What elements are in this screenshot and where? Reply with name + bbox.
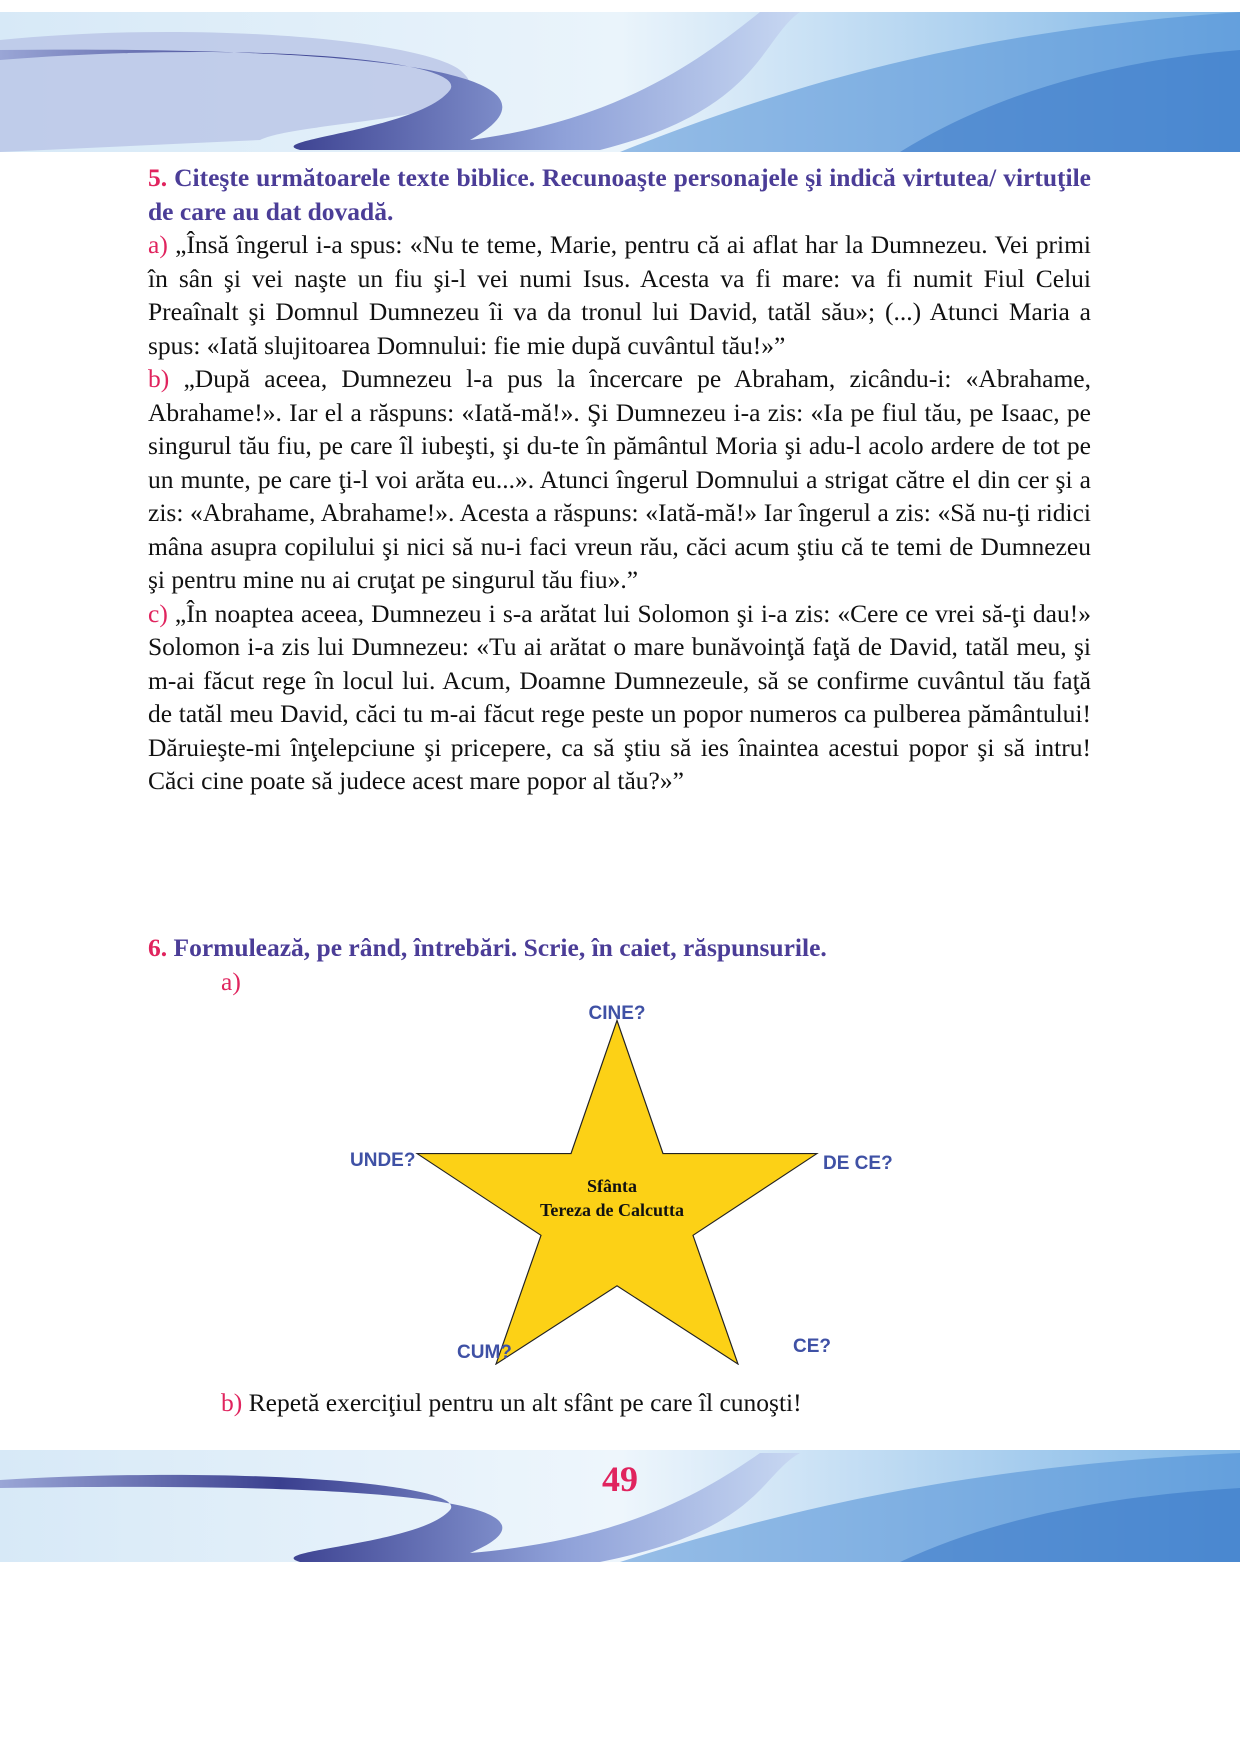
part-b-text: Repetă exerciţiul pentru un alt sfânt pe care îl cunoşti! xyxy=(242,1388,802,1417)
page-number: 49 xyxy=(602,1459,638,1499)
passage-a xyxy=(148,228,1091,362)
star-label-bottom-left: CUM? xyxy=(457,1342,512,1363)
star-label-bottom-right: CE? xyxy=(793,1336,831,1357)
exercise-title-text: Formulează, pe rând, întrebări. Scrie, în caiet, răspunsurile. xyxy=(173,933,827,962)
part-a-label: a) xyxy=(221,966,241,996)
passage-text: „În noaptea aceea, Dumnezeu i s-a arătat lui Solomon şi i-a zis: «Cere ce vrei să-ţi dau!» Solomon i-a zis lui Dumnezeu: «Tu ai arătat o mare bunăvoinţă faţă de David, tatăl meu, şi m-ai făcut rege în locul lui. Acum, Doamne Dumnezeule, să se confirme cuvântul tău faţă de tatăl meu David, căci tu m-ai făcut rege peste un popor numeros ca pulberea pământului! Dăruieşte-mi înţelepciune şi pricepere, ca să ştiu să ies înaintea acestui popor şi să intru! Căci cine poate să judece acest mare popor al tău?»” xyxy=(148,598,1091,795)
star-label-left: UNDE? xyxy=(350,1150,416,1171)
passage-label: c) xyxy=(148,598,168,628)
exercise-6 xyxy=(148,931,1091,998)
exercise-5 xyxy=(148,161,1091,798)
passage-label: b) xyxy=(148,364,170,393)
exercise-5-title xyxy=(148,161,1091,228)
star-label-right: DE CE? xyxy=(823,1153,893,1174)
passage-text: „După aceea, Dumnezeu l-a pus la încercare pe Abraham, zicându-i: «Abrahame, Abrahame!». Iar el a răspuns: «Iată-mă!». Şi Dumnezeu i-a zis: «Ia pe fiul tău, pe Isaac, pe singurul tău fiu, pe care îl iubeşti, şi du-te în pământul Moria şi adu-l acolo ardere de tot pe un munte, pe care ţi-l voi arăta eu...». Atunci îngerul Domnului a strigat către el din cer şi a zis: «Abrahame, Abrahame!». Acesta a răspuns: «Iată-mă!» Iar îngerul a zis: «Să nu-ţi ridici mâna asupra copilului şi nici să nu-i faci vreun rău, căci acum ştiu că te temi de Dumnezeu şi pentru mine nu ai cruţat pe singurul tău fiu».” xyxy=(148,364,1091,594)
passage-label: a) xyxy=(148,230,168,259)
passage-text: „Însă îngerul i-a spus: «Nu te teme, Marie, pentru că ai aflat har la Dumnezeu. Vei primi în sân şi vei naşte un fiu şi-l vei numi Isus. Acesta va fi mare: va fi numit Fiul Celui Preaînalt şi Domnul Dumnezeu îi va da tronul lui David, tatăl său»; (...) Atunci Maria a spus: «Iată slujitoarea Domnului: fie mie după cuvântul tău!»” xyxy=(148,230,1091,360)
passage-c xyxy=(148,597,1091,798)
part-b-label: b) xyxy=(221,1388,243,1417)
question-star-diagram xyxy=(350,990,895,1365)
star-label-top: CINE? xyxy=(588,1003,646,1024)
exercise-6-title xyxy=(148,931,1091,965)
exercise-number: 5. xyxy=(148,163,168,192)
star-center-line1: Sfânta xyxy=(586,1176,638,1196)
part-b xyxy=(221,1388,802,1418)
star-center-line2: Tereza de Calcutta xyxy=(540,1200,684,1220)
exercise-title-text: Citeşte următoarele texte biblice. Recunoaşte personajele şi indică virtutea/ virtuţile de care au dat dovadă. xyxy=(148,163,1092,226)
header-wave-decoration xyxy=(0,0,1240,152)
passage-b xyxy=(148,362,1091,597)
exercise-number: 6. xyxy=(148,933,168,962)
